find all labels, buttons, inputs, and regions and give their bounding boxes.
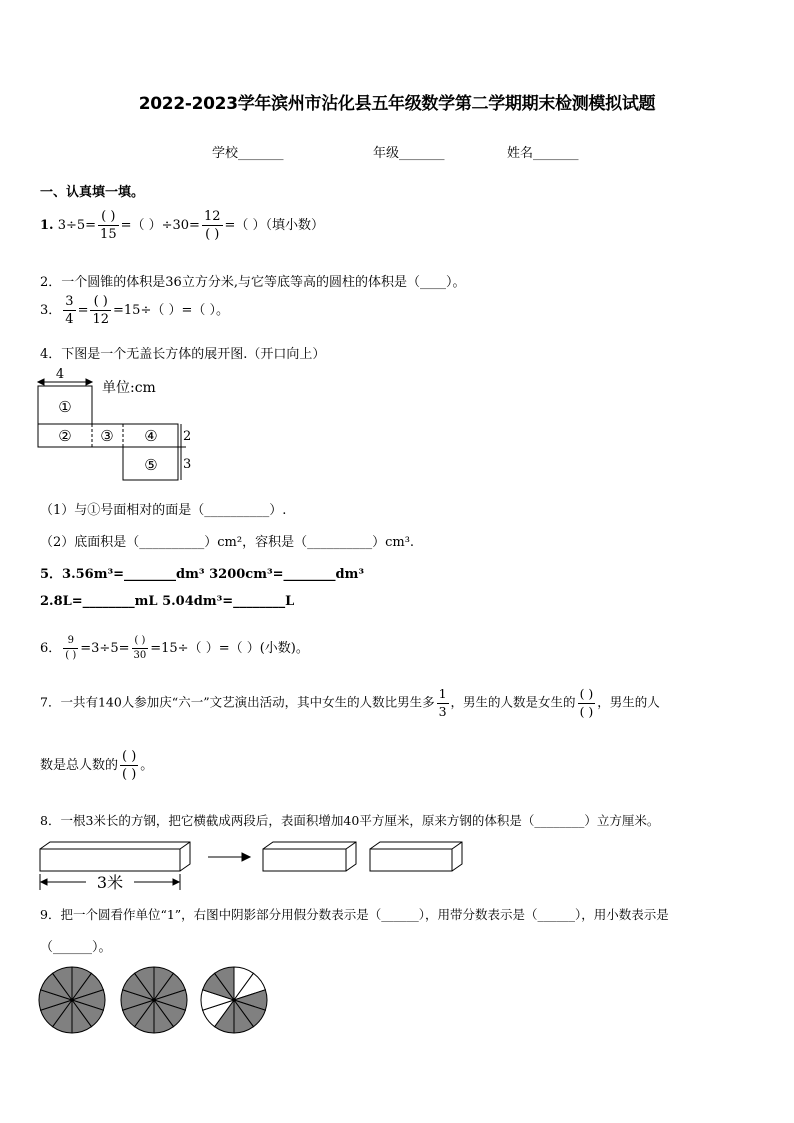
face-1-label: ① (58, 398, 72, 416)
name-field: 姓名_______ (507, 146, 579, 161)
q7-fraction-2 (578, 688, 596, 718)
q7-f3-denominator: ( ) (122, 767, 137, 782)
q6-part2: =15÷（ ）=（ ）(小数)。 (150, 641, 309, 656)
q6-f1-numerator: 9 (67, 635, 74, 646)
q3-f2-denominator: 12 (92, 312, 110, 327)
question-2: 2．一个圆锥的体积是36立方分米,与它等底等高的圆柱的体积是（____）。 (40, 275, 466, 290)
grade-field: 年级_______ (373, 146, 445, 161)
question-8: 8．一根3米长的方钢，把它横截成两段后，表面积增加40平方厘米，原来方钢的体积是（________）立方厘米。 (40, 813, 660, 828)
q6-fraction-2 (132, 636, 149, 661)
q3-f1-denominator: 4 (65, 312, 74, 327)
q7-fraction-3 (120, 750, 138, 781)
piece-1-edge (346, 842, 356, 849)
piece-2-top-side (370, 842, 462, 871)
box-net-diagram (30, 368, 230, 488)
q7-part2: ，男生的人数是女生的 (450, 694, 576, 710)
piece-1-top-side (263, 842, 356, 871)
q7-part5: 。 (140, 758, 154, 773)
transform-arrow-head (242, 853, 250, 861)
dim-right-lower: 3 (183, 457, 192, 472)
question-4: 4．下图是一个无盖长方体的展开图.（开口向上） (40, 347, 326, 362)
question-1 (40, 210, 324, 241)
arrow-right (86, 379, 92, 385)
q1-part1: 3÷5= (57, 218, 97, 233)
circles-diagram (30, 963, 280, 1039)
q7-f1-numerator: 1 (438, 686, 447, 701)
page-title: 2022-2023学年滨州市沾化县五年级数学第二学期期末检测模拟试题 (138, 94, 656, 114)
q7-f2-numerator: ( ) (579, 686, 594, 701)
q1-f2-numerator: 12 (203, 209, 221, 224)
q6-f2-numerator: ( ) (134, 635, 146, 646)
face-2-label: ② (58, 427, 72, 445)
q1-f1-denominator: 15 (100, 227, 117, 242)
q9-line-2: （______）。 (40, 940, 112, 955)
face-4-label: ④ (144, 427, 158, 445)
q9-line-1: 9．把一个圆看作单位“1”，右图中阴影部分用假分数表示是（______），用带分数表示是（______），用小数表示是 (40, 907, 669, 922)
q3-fraction-2 (90, 295, 111, 326)
question-6 (40, 636, 309, 661)
q1-number: 1. (40, 218, 54, 233)
q4-subquestion-1: （1）与①号面相对的面是（__________）. (40, 503, 287, 518)
unit-label: 单位:cm (102, 380, 156, 396)
q3-fraction-1 (63, 295, 75, 326)
q6-number: 6． (40, 641, 62, 656)
arrow-left (38, 379, 44, 385)
q3-equals: = (77, 303, 89, 318)
question-3 (40, 295, 229, 326)
dim-right-upper: 2 (183, 429, 192, 444)
dim-arrow-left (41, 879, 47, 885)
q7-line-1 (40, 688, 660, 718)
q5-line-1: 5．3.56m³=________dm³ 3200cm³=________dm³ (40, 567, 365, 582)
piece-2-front (370, 849, 452, 871)
bar-edge (180, 842, 190, 849)
q7-part3: ，男生的人 (597, 694, 660, 710)
q7-f1-denominator: 3 (438, 703, 447, 719)
q6-f2-denominator: 30 (133, 650, 147, 661)
q3-f1-numerator: 3 (65, 294, 74, 309)
q6-fraction-1 (63, 636, 78, 661)
school-field: 学校_______ (212, 146, 284, 161)
section-heading: 一、认真填一填。 (40, 185, 145, 200)
dim-top-label: 4 (55, 368, 65, 382)
length-label: 3米 (96, 873, 124, 892)
q7-f3-numerator: ( ) (122, 749, 137, 764)
q6-part1: =3÷5= (80, 641, 130, 656)
q7-f2-denominator: ( ) (579, 703, 594, 719)
dim-arrow-right (173, 879, 179, 885)
q1-fraction-1 (98, 210, 119, 241)
q7-part1: 7．一共有140人参加庆“六一”文艺演出活动，其中女生的人数比男生多 (40, 694, 435, 710)
q1-f1-numerator: ( ) (101, 209, 116, 224)
piece-1-front (263, 849, 346, 871)
q7-line-2 (40, 750, 153, 781)
q1-f2-denominator: ( ) (202, 225, 223, 241)
face-3-label: ③ (100, 427, 114, 445)
steel-bar-diagram (30, 838, 470, 894)
q3-number: 3． (40, 303, 62, 318)
q1-part2: =（ ）÷30= (120, 218, 200, 233)
q6-f1-denominator: ( ) (65, 650, 77, 661)
face-5-label: ⑤ (144, 456, 158, 474)
q4-subquestion-2: （2）底面积是（__________）cm²，容积是（__________）cm³. (40, 535, 415, 550)
bar-front-face (40, 849, 180, 871)
bar-top-side (40, 842, 190, 871)
q7-fraction-1 (437, 688, 449, 718)
q1-part3: =（ ）（填小数） (224, 218, 325, 233)
q5-line-2: 2.8L=________mL 5.04dm³=________L (40, 594, 295, 609)
q1-fraction-2 (202, 210, 223, 241)
q3-f2-numerator: ( ) (93, 294, 108, 309)
q7-part4: 数是总人数的 (40, 758, 119, 773)
q3-rest: =15÷（ ）=（ ）。 (113, 303, 230, 318)
piece-2-edge (452, 842, 462, 849)
